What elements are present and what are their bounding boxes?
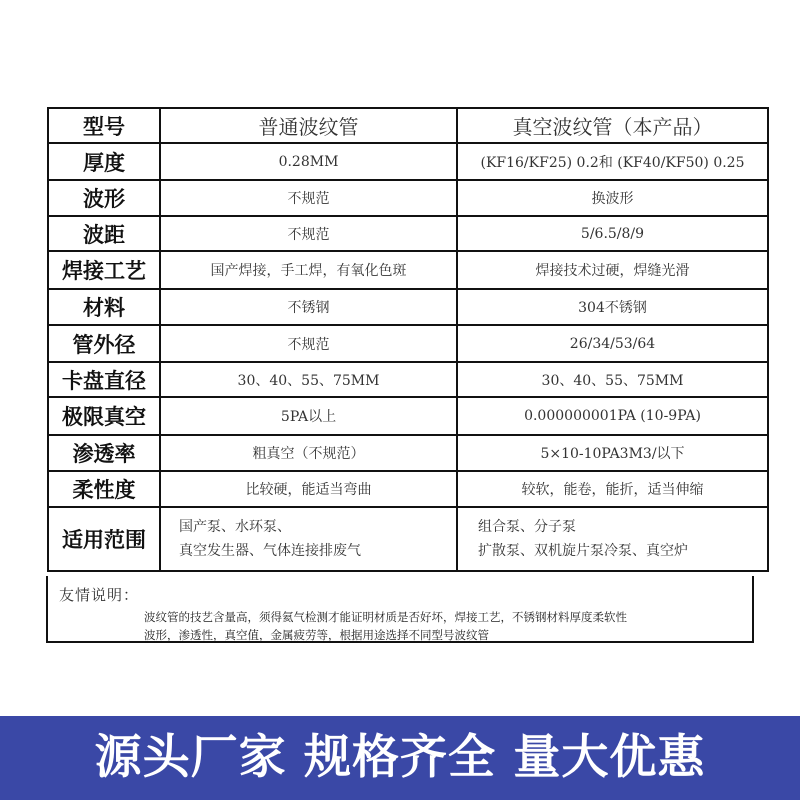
row-value-ordinary: 粗真空（不规范） bbox=[160, 435, 457, 471]
row-value-ordinary: 0.28MM bbox=[160, 143, 457, 180]
notes-line-2: 波形，渗透性，真空值，金属疲劳等，根据用途选择不同型号波纹管 bbox=[144, 628, 489, 642]
application-vacuum-lines bbox=[478, 515, 688, 563]
row-value-ordinary: 不规范 bbox=[160, 325, 457, 362]
row-value-ordinary: 比较硬，能适当弯曲 bbox=[160, 471, 457, 507]
row-label: 极限真空 bbox=[48, 397, 160, 435]
table-row bbox=[48, 397, 768, 435]
comparison-table bbox=[47, 107, 769, 572]
row-value-vacuum: 5/6.5/8/9 bbox=[457, 216, 768, 251]
row-value-vacuum: 304不锈钢 bbox=[457, 289, 768, 325]
row-label: 波形 bbox=[48, 180, 160, 216]
notes-title: 友情说明： bbox=[59, 586, 140, 604]
notes-line-1: 波纹管的技艺含量高，须得氦气检测才能证明材质是否好坏，焊接工艺，不锈钢材料厚度柔软性 bbox=[144, 610, 627, 624]
table-row bbox=[48, 143, 768, 180]
table-row bbox=[48, 180, 768, 216]
row-value-vacuum: 焊接技术过硬，焊缝光滑 bbox=[457, 251, 768, 289]
table-row bbox=[48, 362, 768, 397]
header-col-ordinary: 普通波纹管 bbox=[160, 108, 457, 143]
application-vacuum-line2: 扩散泵、双机旋片泵冷泵、真空炉 bbox=[478, 543, 688, 559]
application-vacuum-line1: 组合泵、分子泵 bbox=[478, 519, 576, 535]
row-value-ordinary: 不规范 bbox=[160, 216, 457, 251]
application-vacuum bbox=[457, 507, 768, 571]
table-row bbox=[48, 325, 768, 362]
row-label: 材料 bbox=[48, 289, 160, 325]
notes-box bbox=[46, 576, 754, 643]
row-value-vacuum: (KF16/KF25) 0.2和 (KF40/KF50) 0.25 bbox=[457, 143, 768, 180]
row-value-vacuum: 较软，能卷，能折，适当伸缩 bbox=[457, 471, 768, 507]
header-col-vacuum: 真空波纹管（本产品） bbox=[457, 108, 768, 143]
table-row bbox=[48, 471, 768, 507]
promo-banner bbox=[0, 716, 800, 800]
row-label: 卡盘直径 bbox=[48, 362, 160, 397]
row-value-ordinary: 国产焊接，手工焊，有氧化色斑 bbox=[160, 251, 457, 289]
row-label: 渗透率 bbox=[48, 435, 160, 471]
row-value-vacuum: 26/34/53/64 bbox=[457, 325, 768, 362]
row-label: 焊接工艺 bbox=[48, 251, 160, 289]
table-row bbox=[48, 251, 768, 289]
row-label: 波距 bbox=[48, 216, 160, 251]
promo-banner-text: 源头厂家 规格齐全 量大优惠 bbox=[94, 730, 706, 785]
row-label: 管外径 bbox=[48, 325, 160, 362]
row-value-ordinary: 30、40、55、75MM bbox=[160, 362, 457, 397]
row-value-vacuum: 30、40、55、75MM bbox=[457, 362, 768, 397]
table-row bbox=[48, 435, 768, 471]
row-value-vacuum: 5×10-10PA3M3/以下 bbox=[457, 435, 768, 471]
table-row bbox=[48, 289, 768, 325]
application-ordinary-lines bbox=[179, 515, 361, 563]
header-label: 型号 bbox=[48, 108, 160, 143]
application-label: 适用范围 bbox=[48, 507, 160, 571]
row-label: 柔性度 bbox=[48, 471, 160, 507]
application-ordinary bbox=[160, 507, 457, 571]
row-value-ordinary: 不锈钢 bbox=[160, 289, 457, 325]
row-label: 厚度 bbox=[48, 143, 160, 180]
row-value-ordinary: 不规范 bbox=[160, 180, 457, 216]
application-ordinary-line2: 真空发生器、气体连接排废气 bbox=[179, 543, 361, 559]
row-value-vacuum: 换波形 bbox=[457, 180, 768, 216]
row-value-ordinary: 5PA以上 bbox=[160, 397, 457, 435]
row-value-vacuum: 0.000000001PA (10-9PA) bbox=[457, 397, 768, 435]
application-ordinary-line1: 国产泵、水环泵、 bbox=[179, 519, 291, 535]
application-row bbox=[48, 507, 768, 571]
table-row bbox=[48, 216, 768, 251]
header-row bbox=[48, 108, 768, 143]
